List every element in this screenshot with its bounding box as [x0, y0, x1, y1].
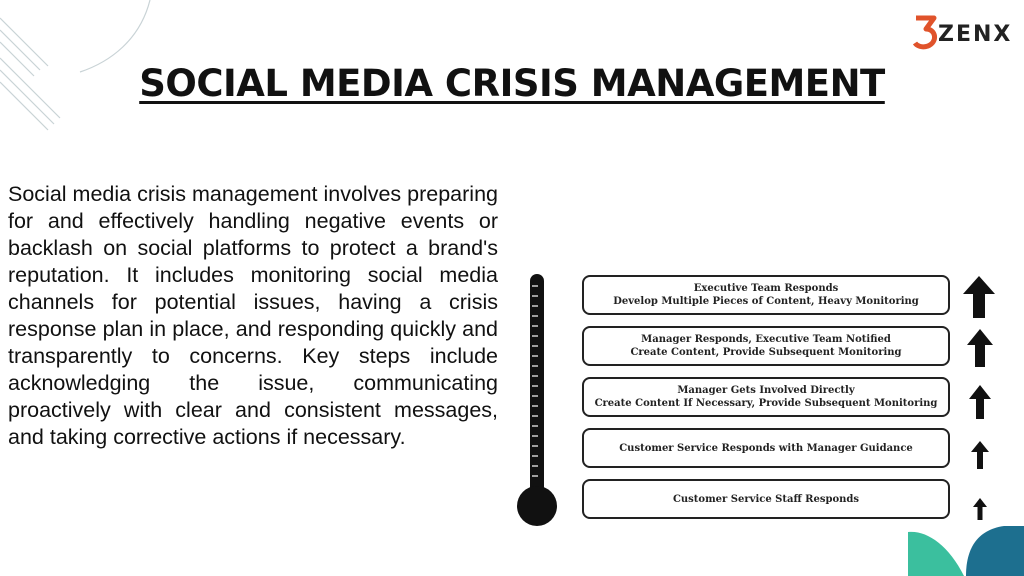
- level-line-1: Manager Gets Involved Directly: [677, 385, 855, 396]
- level-box-manager-responds: [582, 326, 950, 366]
- level-line-1: Manager Responds, Executive Team Notified: [641, 334, 891, 345]
- decorative-corner-shapes: [904, 520, 1024, 576]
- level-line-2: Develop Multiple Pieces of Content, Heavy Monitoring: [613, 296, 919, 307]
- level-line-1: Customer Service Responds with Manager Guidance: [619, 442, 913, 454]
- logo-text: ZENX: [938, 22, 1013, 47]
- arrow-up-icon: [962, 276, 996, 318]
- level-line-1: Executive Team Responds: [693, 283, 839, 294]
- arrow-up-icon: [972, 498, 988, 520]
- level-box-customer-service-guidance: [582, 428, 950, 468]
- arrow-up-icon: [966, 329, 994, 367]
- level-line-2: Create Content If Necessary, Provide Subsequent Monitoring: [594, 398, 938, 409]
- level-line-2: Create Content, Provide Subsequent Monitoring: [630, 347, 902, 358]
- body-paragraph: Social media crisis management involves preparing for and effectively handling negative events or backlash on social platforms to protect a brand's reputation. It includes monitoring social media channels for potential issues, having a crisis response plan in place, and responding quickly and transparently to concerns. Key steps include acknowledging the issue, communicating proactively with clear and consistent messages, and taking corrective actions if necessary.: [8, 182, 498, 449]
- level-box-customer-service-staff: [582, 479, 950, 519]
- brand-logo: [912, 16, 1020, 50]
- level-box-manager-involved: [582, 377, 950, 417]
- level-line-1: Customer Service Staff Responds: [672, 493, 860, 505]
- arrow-up-icon: [970, 441, 990, 469]
- level-box-executive: [582, 275, 950, 315]
- page-title: SOCIAL MEDIA CRISIS MANAGEMENT: [139, 62, 885, 105]
- arrow-up-icon: [968, 385, 992, 419]
- thermometer-icon: [514, 272, 560, 530]
